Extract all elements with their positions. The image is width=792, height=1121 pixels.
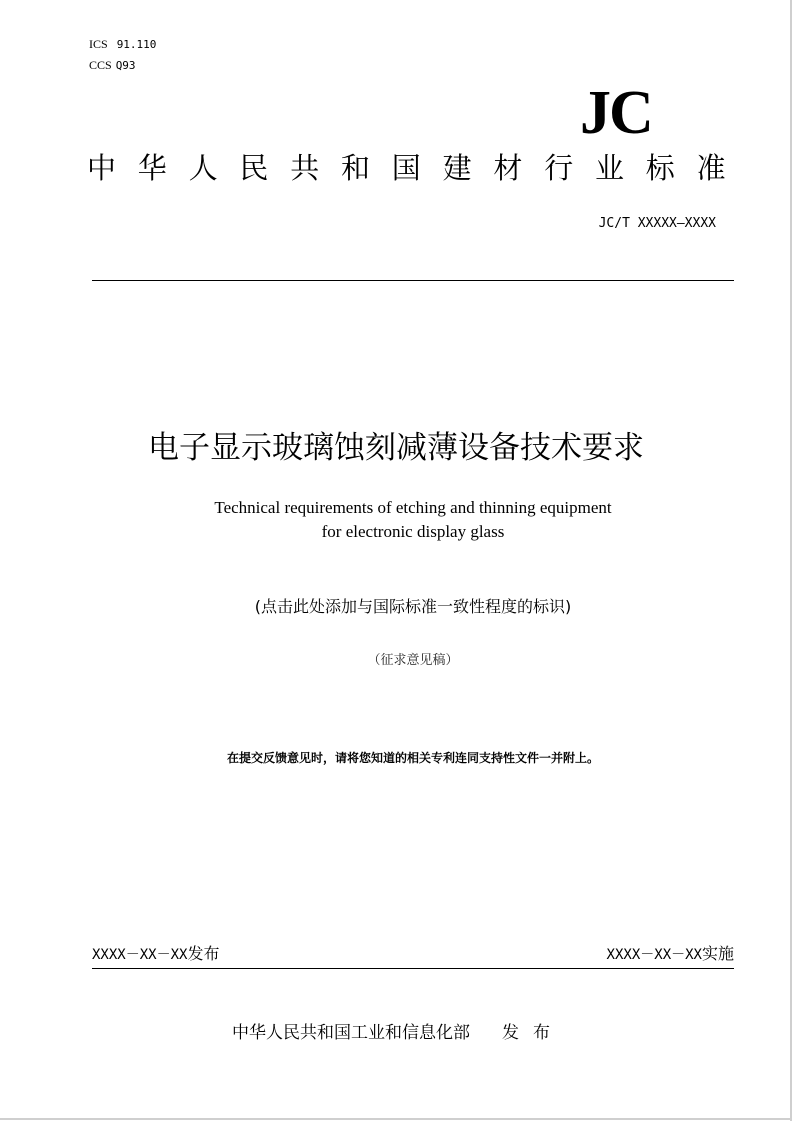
title-english-line-2: for electronic display glass — [321, 522, 505, 541]
page-edge-bottom — [0, 1118, 792, 1120]
footer-divider — [92, 968, 734, 969]
draft-status: （征求意见稿） — [367, 653, 459, 668]
publisher-action: 发布 — [502, 1023, 564, 1043]
ccs-code: Q93 — [115, 59, 136, 72]
ics-code: 91.110 — [116, 38, 157, 51]
standard-category-heading: 中华人民共和国建材行业标准 — [87, 151, 748, 185]
ics-classification — [89, 37, 156, 52]
issue-date-label: 发布 — [187, 944, 220, 963]
jc-logo: JC — [580, 79, 652, 147]
standard-number: JC/T XXXXX—XXXX — [598, 216, 716, 231]
title-english-line-1: Technical requirements of etching and thinning equipment — [214, 498, 612, 517]
patent-notice: 在提交反馈意见时，请将您知道的相关专利连同支持性文件一并附上。 — [226, 751, 599, 765]
consistency-note-placeholder[interactable]: (点击此处添加与国际标准一致性程度的标识) — [254, 597, 572, 616]
title-chinese: 电子显示玻璃蚀刻减薄设备技术要求 — [148, 430, 644, 466]
issue-date-value: XXXX－XX－XX — [92, 947, 188, 963]
issue-date — [92, 943, 219, 966]
header-divider — [92, 280, 734, 281]
implementation-date-label: 实施 — [701, 944, 734, 963]
implementation-date — [607, 943, 734, 966]
implementation-date-value: XXXX－XX－XX — [606, 947, 702, 963]
publisher-name: 中华人民共和国工业和信息化部 — [232, 1023, 470, 1043]
ccs-classification — [89, 58, 136, 73]
ics-label: ICS — [89, 37, 108, 51]
publisher — [232, 1022, 564, 1044]
ccs-label: CCS — [89, 58, 112, 72]
